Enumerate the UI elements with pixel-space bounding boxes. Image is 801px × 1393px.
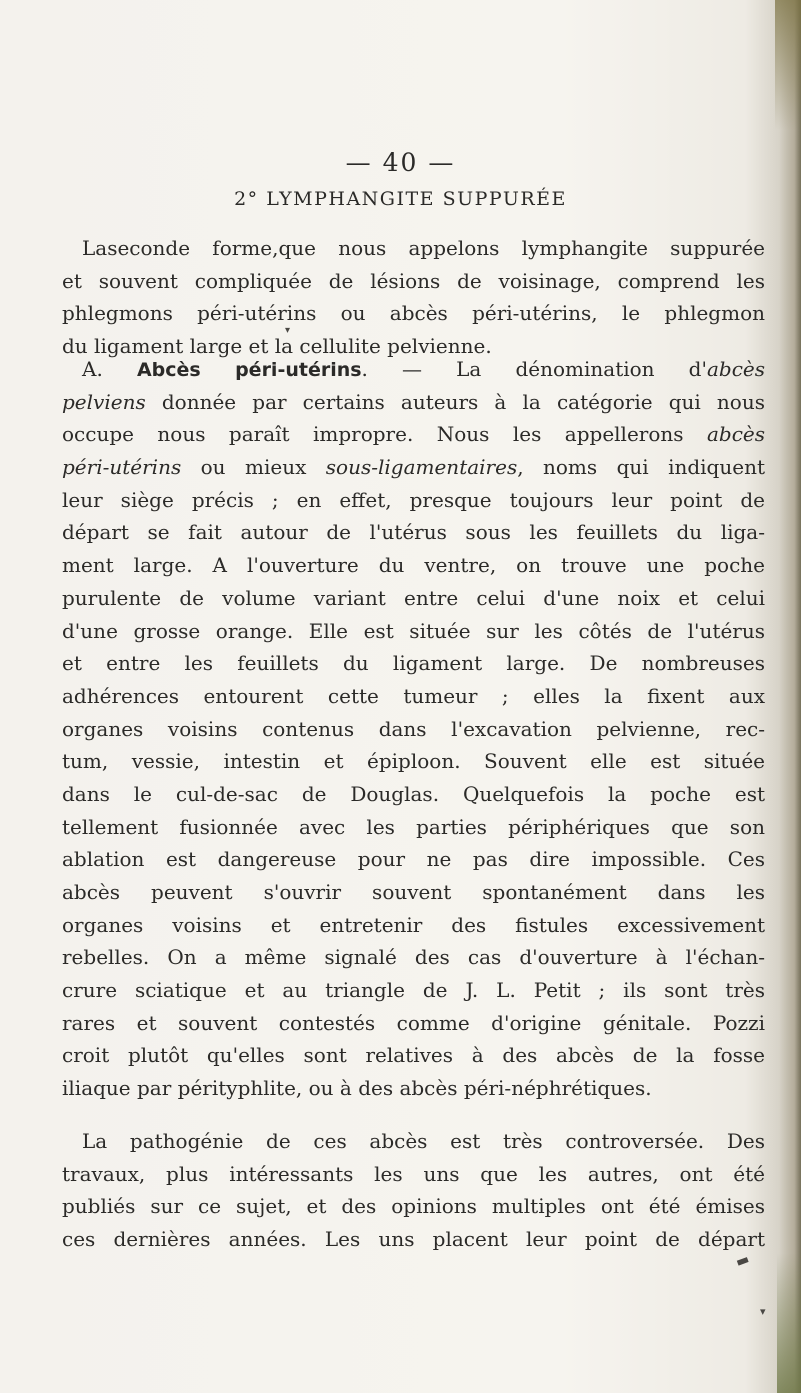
text-line: d'une grosse orange. Elle est située sur les côtés de l'utérus: [62, 618, 765, 643]
text-line: La pathogénie de ces abcès est très controversée. Des: [82, 1129, 765, 1153]
page-edge-stain-top: [775, 0, 801, 130]
text-line: A. Abcès péri-utérins. — La dénomination d'abcès: [82, 357, 765, 381]
text-line: travaux, plus intéressants les uns que les autres, ont été: [62, 1161, 765, 1186]
text-line: organes voisins et entretenir des fistules excessivement: [62, 912, 765, 937]
text-line: et souvent compliquée de lésions de voisinage, comprend les: [62, 268, 765, 293]
text-line: organes voisins contenus dans l'excavation pelvienne, rec-: [62, 716, 765, 741]
text-line: et entre les feuillets du ligament large. De nombreuses: [62, 651, 765, 676]
text-line: crure sciatique et au triangle de J. L. Petit ; ils sont très: [62, 978, 765, 1003]
text-line: phlegmons péri-utérins ou abcès péri-utérins, le phlegmon: [62, 301, 765, 326]
text-line: publiés sur ce sujet, et des opinions multiples ont été émises: [62, 1194, 765, 1219]
text-line: du ligament large et la cellulite pelvienne.: [62, 334, 492, 359]
page-edge-stain-bottom: [777, 1253, 801, 1393]
text-line: départ se fait autour de l'utérus sous les feuillets du liga-: [62, 520, 765, 545]
paragraph-intro: [62, 232, 765, 363]
text-line: abcès peuvent s'ouvrir souvent spontanément dans les: [62, 880, 765, 904]
paragraph-pathogenie: [62, 1125, 765, 1256]
text-line: iliaque par pérityphlite, ou à des abcès péri-néphrétiques.: [62, 1076, 652, 1101]
text-line: leur siège précis ; en effet, presque toujours leur point de: [62, 487, 765, 512]
text-line: ablation est dangereuse pour ne pas dire impossible. Ces: [62, 847, 765, 872]
scan-speck-icon: ▾: [760, 1305, 766, 1318]
page-number: — 40 —: [345, 148, 456, 177]
section-letter: A.: [82, 357, 103, 381]
paragraph-abces: [62, 353, 765, 1105]
text-line: ment large. A l'ouverture du ventre, on trouve une poche: [62, 553, 765, 578]
section-title: 2° LYMPHANGITE SUPPURÉE: [234, 188, 567, 210]
text-line: péri-utérins ou mieux sous-ligamentaires, noms qui indiquent: [62, 455, 765, 480]
text-line: tum, vessie, intestin et épiploon. Souvent elle est située: [62, 749, 765, 774]
text-line: adhérences entourent cette tumeur ; elles la fixent aux: [62, 683, 765, 708]
text-line: dans le cul-de-sac de Douglas. Quelquefois la poche est: [62, 781, 765, 806]
scan-speck-icon: ▬: [733, 1251, 752, 1271]
text-line: rares et souvent contestés comme d'origine génitale. Pozzi: [62, 1010, 765, 1035]
subsection-heading: Abcès péri-utérins: [136, 359, 362, 381]
text-line: tellement fusionnée avec les parties périphériques que son: [62, 814, 765, 839]
text-line: pelviens donnée par certains auteurs à la catégorie qui nous: [62, 389, 765, 414]
scan-speck-icon: ▾: [285, 325, 291, 336]
text-line: Laseconde forme,que nous appelons lymphangite suppurée: [82, 236, 765, 260]
text-line: purulente de volume variant entre celui d'une noix et celui: [62, 585, 765, 610]
text-line: croit plutôt qu'elles sont relatives à des abcès de la fosse: [62, 1043, 765, 1068]
text-line: occupe nous paraît impropre. Nous les appellerons abcès: [62, 422, 765, 447]
text-line: ces dernières années. Les uns placent leur point de départ: [62, 1227, 765, 1252]
text-line: rebelles. On a même signalé des cas d'ouverture à l'échan-: [62, 945, 765, 970]
